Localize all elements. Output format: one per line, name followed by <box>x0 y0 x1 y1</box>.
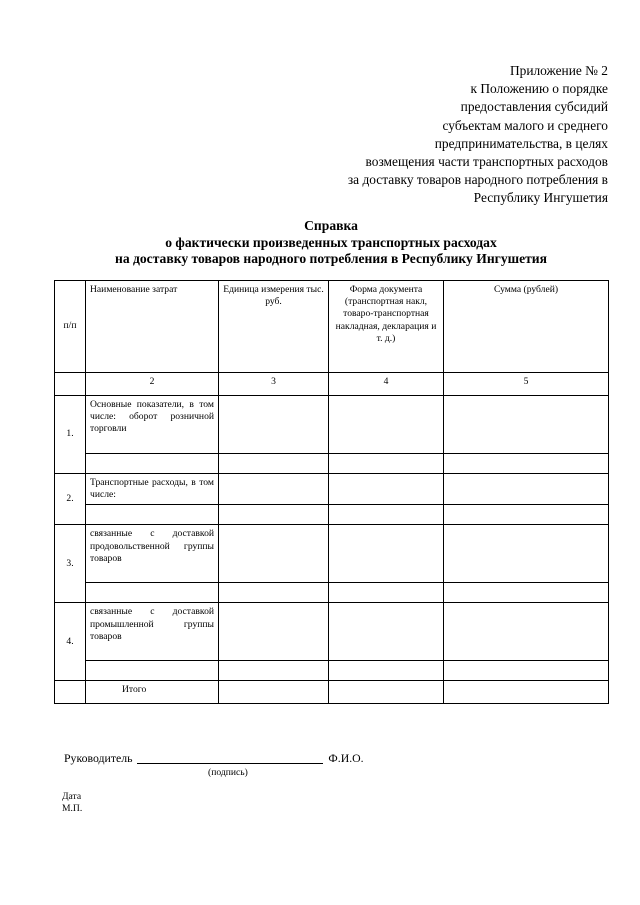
appendix-line: за доставку товаров народного потребления в <box>347 172 608 188</box>
cell-unit[interactable] <box>219 525 329 583</box>
header-unit: Единица измерения тыс. руб. <box>219 281 329 373</box>
appendix-line: возмещения части транспортных расходов <box>365 154 608 170</box>
row-name: Основные показатели, в том числе: оборот розничной торговли <box>86 396 219 454</box>
cell-unit[interactable] <box>219 661 329 681</box>
cell-doc[interactable] <box>329 454 444 474</box>
appendix-line: предпринимательства, в целях <box>434 135 608 151</box>
title-line-1: Справка <box>304 218 358 233</box>
row-number: 2. <box>55 474 86 525</box>
appendix-line: субъектам малого и среднего <box>442 117 608 133</box>
cell-sum[interactable] <box>444 505 609 525</box>
col-number: 3 <box>219 373 329 396</box>
cell-name-sub[interactable] <box>86 583 219 603</box>
cell-unit[interactable] <box>219 681 329 704</box>
cell-unit[interactable] <box>219 474 329 505</box>
appendix-line: Приложение № 2 <box>509 63 608 78</box>
table-subrow <box>55 454 609 474</box>
total-num-cell <box>55 681 86 704</box>
col-number: 5 <box>444 373 609 396</box>
table-row <box>55 474 609 505</box>
cell-doc[interactable] <box>329 583 444 603</box>
title-line-3: на доставку товаров народного потребления в Республику Ингушетия <box>114 251 547 266</box>
signature-note: (подпись) <box>208 767 248 778</box>
cell-doc[interactable] <box>329 474 444 505</box>
header-doc: Форма документа (транспортная накл, товаро-транспортная накладная, декларация и т. д.) <box>329 281 444 373</box>
cell-name-sub[interactable] <box>86 454 219 474</box>
cell-doc[interactable] <box>329 505 444 525</box>
signature-label: Руководитель <box>64 751 133 765</box>
expense-table <box>54 280 609 704</box>
table-row <box>55 396 609 454</box>
footer-block <box>62 791 82 815</box>
cell-doc[interactable] <box>329 661 444 681</box>
col-number: 4 <box>329 373 444 396</box>
cell-doc[interactable] <box>329 681 444 704</box>
signature-field[interactable] <box>137 763 323 764</box>
row-name: связанные с доставкой продовольственной группы товаров <box>86 525 219 583</box>
header-num: п/п <box>55 281 86 373</box>
table-row <box>55 525 609 583</box>
cell-unit[interactable] <box>219 454 329 474</box>
row-number: 3. <box>55 525 86 603</box>
row-number: 4. <box>55 603 86 681</box>
cell-sum[interactable] <box>444 681 609 704</box>
total-row <box>55 681 609 704</box>
cell-doc[interactable] <box>329 396 444 454</box>
cell-sum[interactable] <box>444 661 609 681</box>
date-label: Дата <box>62 791 82 802</box>
cell-doc[interactable] <box>329 525 444 583</box>
cell-unit[interactable] <box>219 396 329 454</box>
cell-doc[interactable] <box>329 603 444 661</box>
cell-sum[interactable] <box>444 396 609 454</box>
stamp-label: М.П. <box>62 803 83 814</box>
signature-fio: Ф.И.О. <box>328 751 364 765</box>
cell-unit[interactable] <box>219 583 329 603</box>
cell-sum[interactable] <box>444 583 609 603</box>
cell-sum[interactable] <box>444 525 609 583</box>
table-subrow <box>55 505 609 525</box>
header-name: Наименование затрат <box>86 281 219 373</box>
document-title <box>54 218 608 268</box>
title-line-2: о фактически произведенных транспортных расходах <box>165 234 497 250</box>
row-number: 1. <box>55 396 86 474</box>
header-sum: Сумма (рублей) <box>444 281 609 373</box>
column-numbers-row <box>55 373 609 396</box>
col-number <box>55 373 86 396</box>
col-number: 2 <box>86 373 219 396</box>
signature-line <box>64 751 364 766</box>
table-subrow <box>55 583 609 603</box>
cell-sum[interactable] <box>444 603 609 661</box>
appendix-line: к Положению о порядке <box>470 81 608 97</box>
cell-name-sub[interactable] <box>86 505 219 525</box>
table-header-row <box>55 281 609 373</box>
appendix-block <box>348 62 608 208</box>
cell-sum[interactable] <box>444 474 609 505</box>
appendix-line: предоставления субсидий <box>460 99 608 115</box>
table-subrow <box>55 661 609 681</box>
cell-sum[interactable] <box>444 454 609 474</box>
row-name: Транспортные расходы, в том числе: <box>86 474 219 505</box>
row-name: связанные с доставкой промышленной группы товаров <box>86 603 219 661</box>
cell-unit[interactable] <box>219 603 329 661</box>
table-row <box>55 603 609 661</box>
total-label: Итого <box>86 681 219 704</box>
appendix-line: Республику Ингушетия <box>473 190 608 206</box>
cell-name-sub[interactable] <box>86 661 219 681</box>
cell-unit[interactable] <box>219 505 329 525</box>
